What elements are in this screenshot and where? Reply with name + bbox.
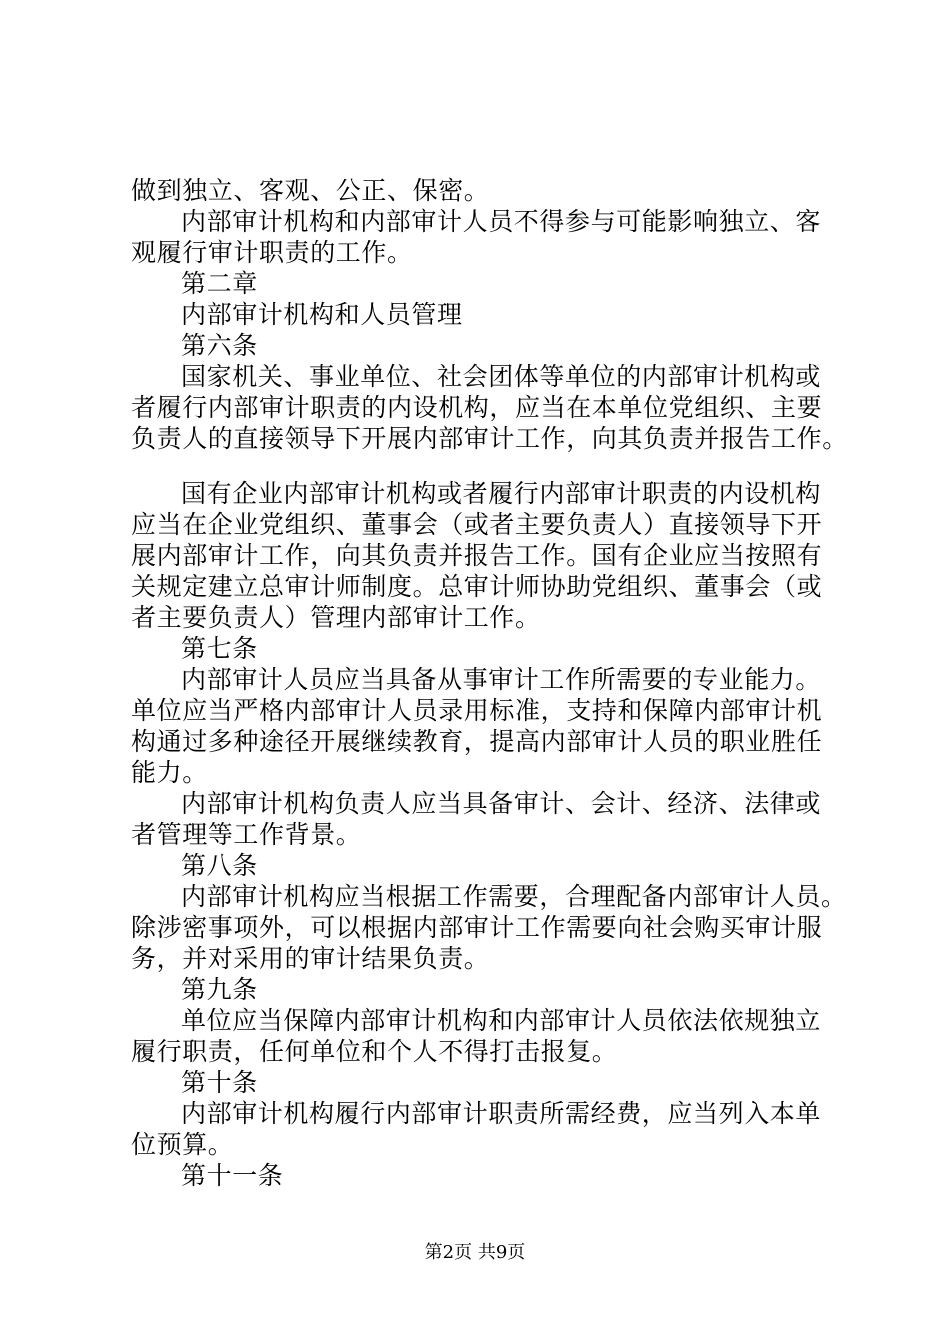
text-line: 构通过多种途径开展继续教育，提高内部审计人员的职业胜任 (131, 727, 823, 756)
text-line: 展内部审计工作，向其负责并报告工作。国有企业应当按照有 (131, 541, 823, 570)
text-line: 关规定建立总审计师制度。总审计师协助党组织、董事会（或 (131, 572, 823, 601)
text-line: 除涉密事项外，可以根据内部审计工作需要向社会购买审计服 (131, 913, 823, 942)
text-line: 内部审计机构负责人应当具备审计、会计、经济、法律或 (181, 789, 822, 818)
paragraph-gap (131, 454, 841, 478)
text-line: 内部审计机构履行内部审计职责所需经费，应当列入本单 (181, 1099, 822, 1128)
text-line: 者履行内部审计职责的内设机构，应当在本单位党组织、主要 (131, 393, 823, 422)
text-line: 位预算。 (131, 1130, 234, 1159)
text-line: 第八条 (181, 851, 258, 880)
text-line: 做到独立、客观、公正、保密。 (131, 176, 490, 205)
text-line: 第六条 (181, 331, 258, 360)
text-line: 单位应当保障内部审计机构和内部审计人员依法依规独立 (181, 1006, 822, 1035)
text-line: 负责人的直接领导下开展内部审计工作，向其负责并报告工作。 (131, 424, 848, 453)
text-line: 第二章 (181, 269, 258, 298)
text-line: 履行职责，任何单位和个人不得打击报复。 (131, 1037, 618, 1066)
text-line: 内部审计机构和内部审计人员不得参与可能影响独立、客 (181, 207, 822, 236)
page-footer: 第2页 共9页 (424, 1242, 526, 1263)
document-body (131, 175, 848, 1191)
text-line: 第十条 (181, 1068, 258, 1097)
text-line: 内部审计人员应当具备从事审计工作所需要的专业能力。 (181, 665, 822, 694)
text-line: 国有企业内部审计机构或者履行内部审计职责的内设机构 (181, 479, 822, 508)
text-line: 者管理等工作背景。 (131, 820, 362, 849)
text-line: 第七条 (181, 634, 258, 663)
text-line: 第九条 (181, 975, 258, 1004)
text-line: 者主要负责人）管理内部审计工作。 (131, 603, 541, 632)
text-line: 内部审计机构和人员管理 (181, 300, 463, 329)
text-line: 能力。 (131, 758, 208, 787)
text-line: 内部审计机构应当根据工作需要，合理配备内部审计人员。 (181, 882, 847, 911)
text-line: 单位应当严格内部审计人员录用标准，支持和保障内部审计机 (131, 696, 823, 725)
text-line: 观履行审计职责的工作。 (131, 238, 413, 267)
text-line: 国家机关、事业单位、社会团体等单位的内部审计机构或 (181, 362, 822, 391)
text-line: 务，并对采用的审计结果负责。 (131, 944, 490, 973)
text-line: 第十一条 (181, 1161, 284, 1190)
text-line: 应当在企业党组织、董事会（或者主要负责人）直接领导下开 (131, 510, 823, 539)
